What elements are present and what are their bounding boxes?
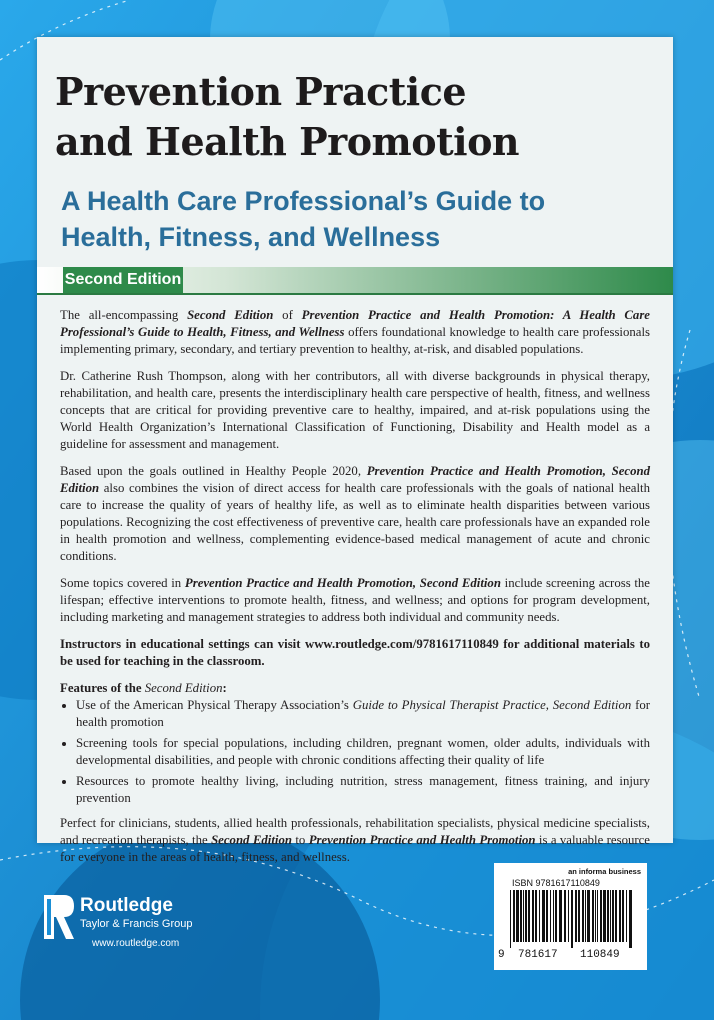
barcode-bar: [587, 890, 590, 942]
barcode-bar: [513, 890, 515, 942]
barcode-bar: [559, 890, 562, 942]
paragraph-goals: [60, 463, 650, 565]
barcode-bar: [578, 890, 580, 942]
features-label-colon: :: [222, 681, 227, 695]
publisher-group: Taylor & Francis Group: [80, 918, 193, 930]
publisher-name: Routledge: [80, 895, 173, 916]
barcode-bar: [510, 890, 511, 948]
barcode-bar: [585, 890, 586, 942]
barcode-bar: [520, 890, 522, 942]
barcode-bar: [546, 890, 548, 942]
feature-item: [76, 697, 650, 731]
title-line-1: Prevention Practice: [55, 69, 467, 114]
barcode-bar: [619, 890, 621, 942]
p3-book-title: Prevention Practice and Health Promotion, Second Edition: [60, 464, 650, 495]
edition-badge: Second Edition: [63, 267, 183, 293]
barcode-bar: [528, 890, 530, 942]
paragraph-audience: [60, 815, 650, 866]
features-list: [60, 697, 650, 807]
feature-guide-title: Guide to Physical Therapist Practice, Second Edition: [352, 698, 632, 712]
barcode-bar: [622, 890, 624, 942]
barcode-bar: [603, 890, 606, 942]
barcode-bar: [553, 890, 554, 942]
barcode-bar: [600, 890, 602, 942]
features-label-edition: Second Edition: [144, 681, 223, 695]
feature-item: • Resources to promote healthy living, including nutrition, stress management, fitness training, and injury prevention: [76, 773, 650, 807]
description-body: [60, 307, 650, 876]
features-label: Features of the: [60, 681, 145, 695]
routledge-logo-icon: [44, 893, 74, 939]
p6-text: Perfect for clinicians, students, allied health professionals, rehabilitation specialists, physical medicine specialists, and recreation therapists, the: [60, 816, 650, 847]
edition-bar-underline: [37, 293, 673, 295]
barcode-bar: [626, 890, 627, 942]
barcode-bar: [532, 890, 534, 942]
p3-text: also combines the vision of direct access for health care professionals with the goals of national health care to increase the quality of years of healthy life, as well as to eliminate health disparities between various populations. Recognizing the cost effectiveness of preventive care, health care professionals have an expanded role in health promotion and wellness, complementing evidence-based medical management of acute and chronic conditions.: [60, 481, 650, 563]
barcode-bar: [516, 890, 519, 942]
barcode-bar: [571, 890, 573, 948]
barcode-bar: [582, 890, 584, 942]
barcode-icon: [504, 890, 639, 948]
isbn-barcode-box: [494, 863, 647, 970]
barcode-bar: [597, 890, 598, 942]
barcode-bar: [592, 890, 594, 942]
p1-text: of: [273, 308, 302, 322]
paragraph-author: Dr. Catherine Rush Thompson, along with her contributors, all with diverse backgrounds in physical therapy, rehabilitation, and health care, presents the interdisciplinary health care perspective of health, fitness, and wellness concepts that are critical for providing preventive care to healthy, impaired, and at-risk populations using the World Health Organization’s International Classification of Functioning, Disability and Health model as a guideline for assessment and management.: [60, 369, 650, 451]
p4-text: Some topics covered in: [60, 576, 185, 590]
title-line-2: and Health Promotion: [55, 119, 520, 164]
p1-text: offers foundational knowledge to health care professionals implementing primary, secondary, and tertiary prevention to healthy, at-risk, and disabled populations.: [60, 325, 650, 356]
barcode-bar: [612, 890, 614, 942]
p6-text: is a valuable resource for everyone in the areas of health, fitness, and wellness.: [60, 833, 650, 864]
p1-edition: Second Edition: [187, 308, 274, 322]
p6-edition: Second Edition: [211, 833, 292, 847]
book-subtitle: [61, 183, 661, 255]
paragraph-intro: [60, 307, 650, 358]
barcode-bar: [539, 890, 540, 942]
subtitle-line-2: Health, Fitness, and Wellness: [61, 222, 441, 252]
p4-book-title: Prevention Practice and Health Promotion, Second Edition: [184, 576, 501, 590]
p1-text: The all-encompassing: [60, 308, 188, 322]
barcode-bar: [542, 890, 545, 942]
paragraph-topics: [60, 575, 650, 626]
subtitle-line-1: A Health Care Professional’s Guide to: [61, 186, 546, 216]
barcode-bar: [610, 890, 611, 942]
barcode-bar: [550, 890, 551, 942]
features-heading: [60, 680, 650, 697]
barcode-bar: [629, 890, 632, 948]
paragraph-instructors: Instructors in educational settings can visit www.routledge.com/9781617110849 for additional materials to be used for teaching in the classroom.: [60, 637, 650, 668]
p3-text: Based upon the goals outlined in Healthy People 2020,: [60, 464, 367, 478]
barcode-bar: [535, 890, 537, 942]
barcode-digit-group-2: 110849: [580, 949, 620, 961]
barcode-bar: [525, 890, 527, 942]
p6-book-title: Prevention Practice and Health Promotion: [308, 833, 536, 847]
p4-text: include screening across the lifespan; effective interventions to promote health, fitness, and wellness; and options for program development, including marketing and management strategies to address both individual and community needs.: [60, 576, 650, 624]
barcode-bar: [595, 890, 596, 942]
book-title: [55, 67, 655, 167]
feature-item: • Screening tools for special populations, including children, pregnant women, older adults, individuals with developmental disabilities, and people with chronic conditions affecting their quality of life: [76, 735, 650, 769]
barcode-bar: [568, 890, 569, 942]
publisher-url[interactable]: www.routledge.com: [92, 938, 180, 949]
barcode-bar: [615, 890, 617, 942]
barcode-bar: [555, 890, 557, 942]
isbn-label: ISBN 9781617110849: [512, 878, 600, 888]
p6-text: to: [291, 833, 309, 847]
barcode-digit-group-1: 781617: [518, 949, 558, 961]
p1-book-title: Prevention Practice and Health Promotion: A Health Care Professional’s Guide to Health, Fitness, and Wellness: [60, 308, 650, 339]
barcode-bar: [564, 890, 566, 942]
barcode-digit-1: 9: [498, 949, 505, 961]
barcode-bar: [607, 890, 609, 942]
barcode-bar: [575, 890, 577, 942]
feature-text: Use of the American Physical Therapy Association’s: [76, 698, 353, 712]
feature-text: for health promotion: [76, 698, 650, 729]
text-panel: [37, 37, 673, 864]
barcode-bar: [523, 890, 524, 942]
informa-tagline: an informa business: [568, 867, 641, 876]
